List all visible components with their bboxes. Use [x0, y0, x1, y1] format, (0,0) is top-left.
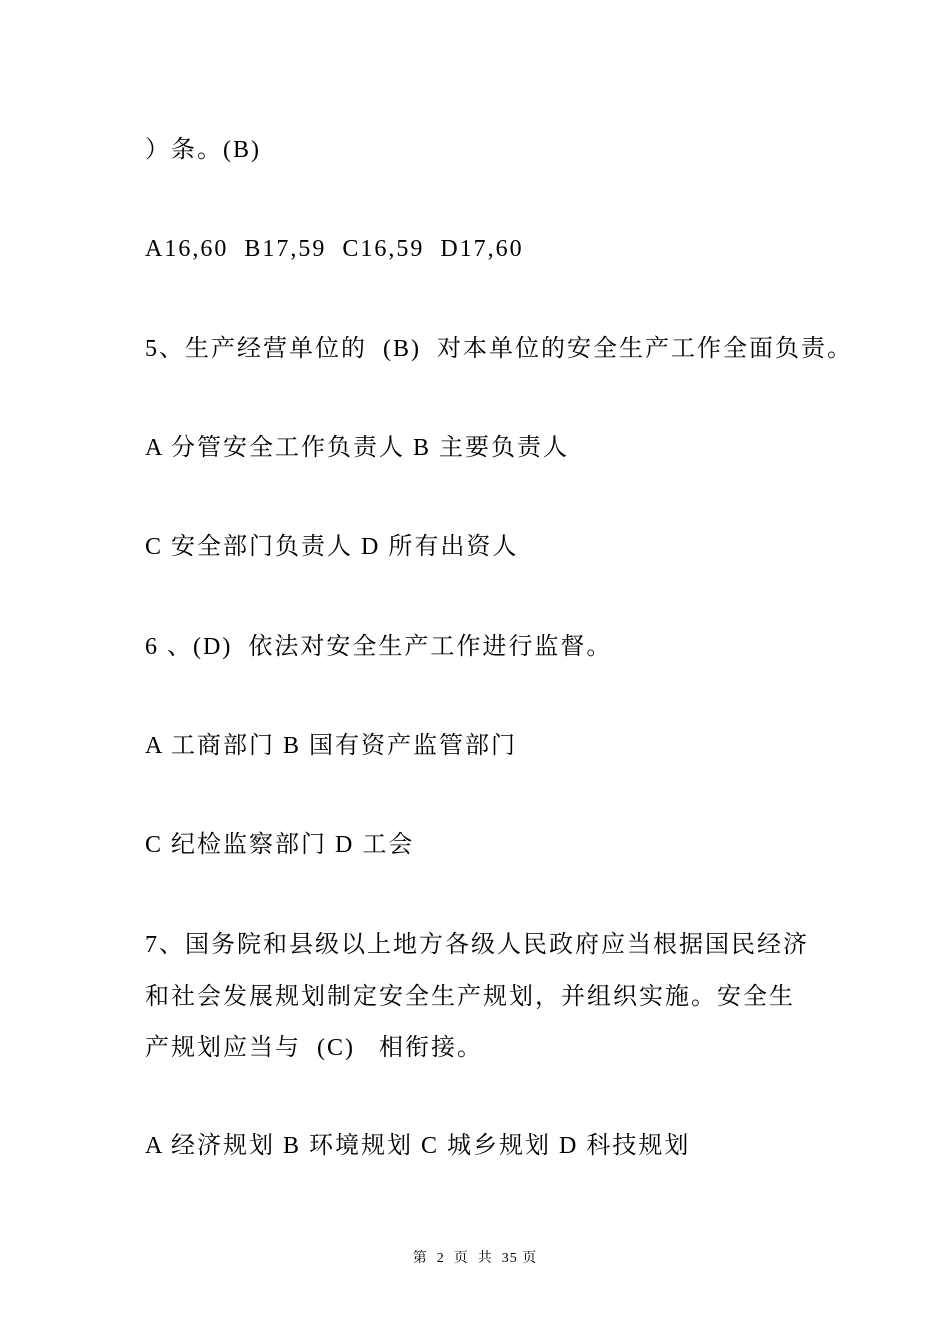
page-footer: 第 2 页 共 35 页 — [412, 1251, 538, 1266]
question-5-options-cd: C 安全部门负责人 D 所有出资人 — [145, 534, 519, 560]
question-7-line-1: 7、国务院和县级以上地方各级人民政府应当根据国民经济 — [145, 932, 809, 958]
question-7-line-3: 产规划应当与 (C) 相衔接。 — [145, 1035, 483, 1061]
question-5-options-ab: A 分管安全工作负责人 B 主要负责人 — [145, 435, 570, 461]
question-5: 5、生产经营单位的 (B) 对本单位的安全生产工作全面负责。 — [145, 336, 853, 362]
answer-options-line: A16,60 B17,59 C16,59 D17,60 — [145, 236, 524, 262]
question-7-options: A 经济规划 B 环境规划 C 城乡规划 D 科技规划 — [145, 1133, 691, 1159]
question-7-line-2: 和社会发展规划制定安全生产规划，并组织实施。安全生 — [145, 984, 795, 1010]
question-6-options-cd: C 纪检监察部门 D 工会 — [145, 832, 415, 858]
question-6-options-ab: A 工商部门 B 国有资产监管部门 — [145, 733, 518, 759]
question-6: 6 、(D) 依法对安全生产工作进行监督。 — [145, 634, 613, 660]
text-line-1: ）条。(B) — [145, 137, 261, 163]
